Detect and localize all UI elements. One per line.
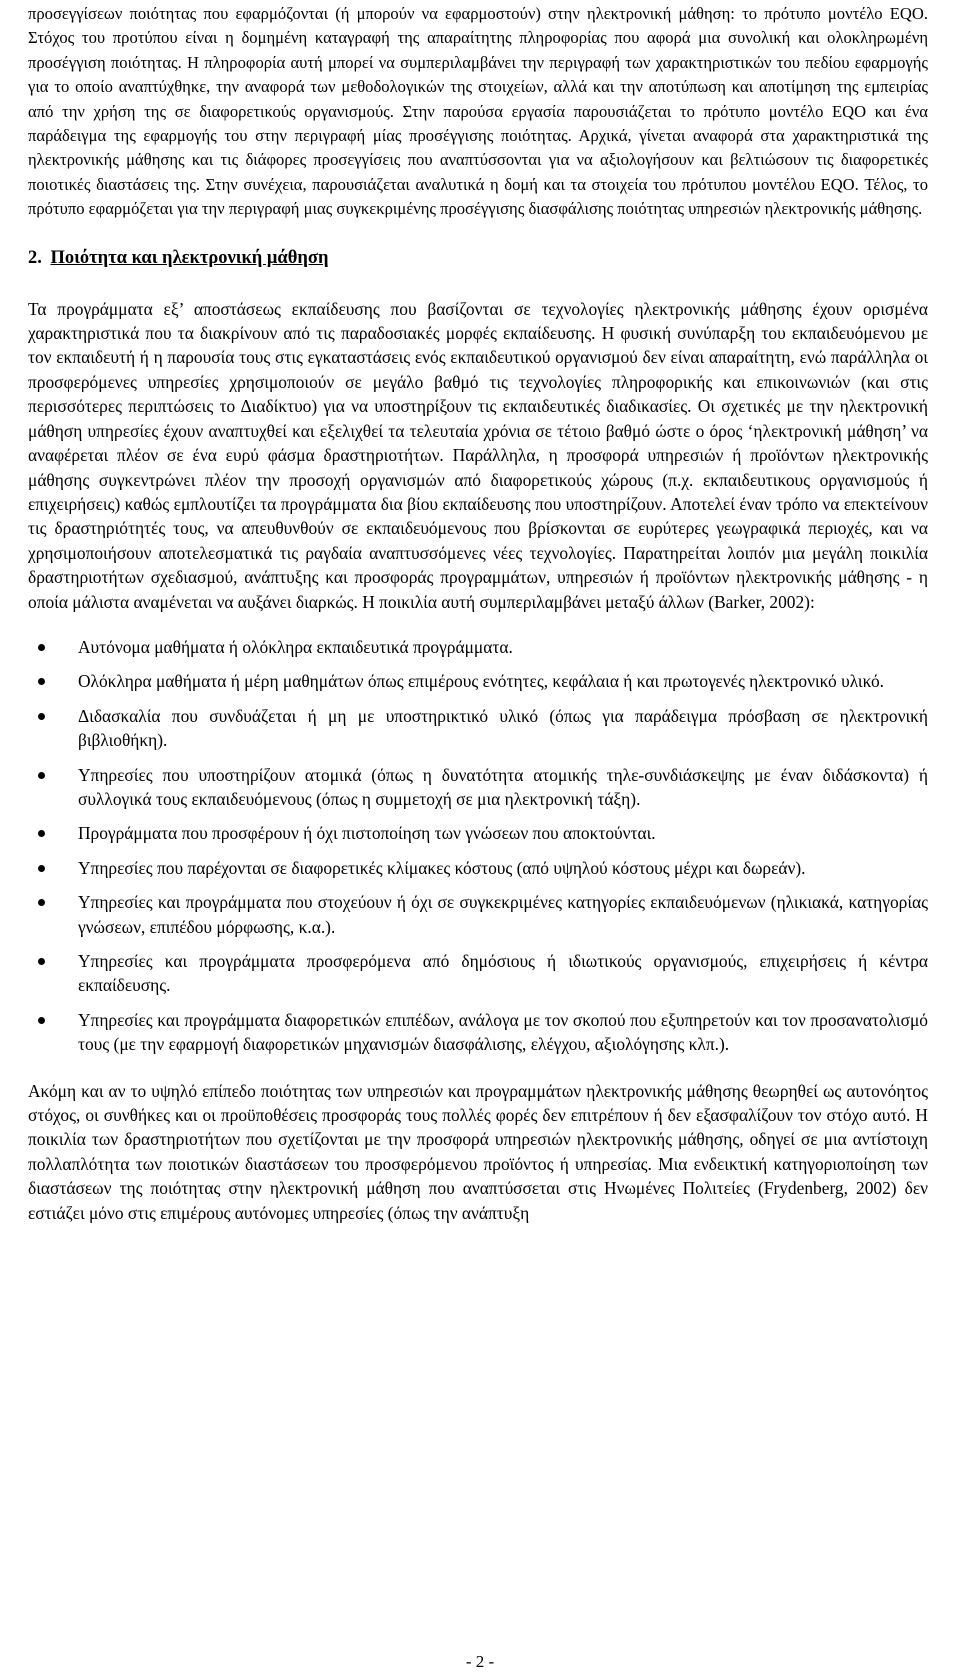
list-item-text: Υπηρεσίες και προγράμματα διαφορετικών επιπέδων, ανάλογα με τον σκοπού που εξυπηρετούν και τον προσανατολισμό τους (με την εφαρμογή διαφορετικών μηχανισμών διασφάλισης, ελέγχου, αξιολόγησης κλπ.).	[78, 1009, 928, 1055]
bullet-icon	[38, 899, 45, 906]
list-item-text: Διδασκαλία που συνδυάζεται ή μη με υποστηρικτικό υλικό (όπως για παράδειγμα πρόσβαση σε ηλεκτρονική βιβλιοθήκη).	[78, 705, 928, 751]
list-item	[78, 949, 928, 998]
list-item-text: Υπηρεσίες που παρέχονται σε διαφορετικές κλίμακες κόστους (από υψηλού κόστους μέχρι και δωρεάν).	[78, 857, 806, 878]
list-item-text: Αυτόνομα μαθήματα ή ολόκληρα εκπαιδευτικά προγράμματα.	[78, 636, 513, 657]
list-item	[78, 669, 928, 693]
list-item	[78, 763, 928, 812]
list-item	[78, 890, 928, 939]
list-item	[78, 856, 928, 880]
list-item-text: Υπηρεσίες και προγράμματα προσφερόμενα από δημόσιους ή ιδιωτικούς οργανισμούς, επιχειρήσεις ή κέντρα εκπαίδευσης.	[78, 951, 928, 996]
bullet-icon	[38, 772, 45, 779]
list-item-text: Υπηρεσίες και προγράμματα που στοχεύουν ή όχι σε συγκεκριμένες κατηγορίες εκπαιδευόμενων (ηλικιακά, κατηγορίας γνώσεων, επιπέδου μόρφωσης, κ.α.).	[78, 892, 928, 937]
bullet-icon	[38, 958, 45, 965]
section-title: Ποιότητα και ηλεκτρονική μάθηση	[50, 247, 329, 268]
document-page	[28, 2, 928, 1225]
body-paragraph-1: Τα προγράμματα εξ’ αποστάσεως εκπαίδευσης που βασίζονται σε τεχνολογίες ηλεκτρονικής μάθησης έχουν ορισμένα χαρακτηριστικά που τα διακρίνουν από τις παραδοσιακές μορφές εκπαίδευσης. Η φυσική συνύπαρξη του εκπαιδευόμενου με τον εκπαιδευτή ή η παρουσία τους στις εγκαταστάσεις ενός εκπαιδευτικού οργανισμού δεν είναι απαραίτητη, ενώ παράλληλα οι προσφερόμενες υπηρεσίες χρησιμοποιούν σε μεγάλο βαθμό τις τεχνολογίες πληροφορικής και επικοινωνιών (και στις περισσότερες περιπτώσεις το Διαδίκτυο) για να υποστηρίξουν τις εκπαιδευτικές διαδικασίες. Οι σχετικές με την ηλεκτρονική μάθηση υπηρεσίες έχουν αναπτυχθεί και εξελιχθεί τα τελευταία χρόνια σε τέτοιο βαθμό ώστε ο όρος ‘ηλεκτρονική μάθηση’ να αναφέρεται πλέον σε ένα ευρύ φάσμα δραστηριοτήτων. Παράλληλα, η προσφορά υπηρεσιών ή προϊόντων ηλεκτρονικής μάθησης συγκεντρώνει πλέον την προσοχή οργανισμών από διαφορετικούς χώρους (π.χ. εκπαιδευτικους οργανισμούς ή επιχειρήσεις) καθώς εμπλουτίζει τα προγράμματα δια βίου εκπαίδευσης που υποστηρίζουν. Αποτελεί έναν τρόπο να επεκτείνουν τις δραστηριότητές τους, να απευθυνθούν σε εκπαιδευόμενους που βρίσκονται σε ευρύτερες γεωγραφικά περιοχές, και να χρησιμοποιήσουν αποτελεσματικά τις ραγδαία αναπτυσσόμενες νέες τεχνολογίες. Παρατηρείται λοιπόν μια μεγάλη ποικιλία δραστηριοτήτων σχεδιασμού, ανάπτυξης και προσφοράς προγραμμάτων, υπηρεσιών ή προϊόντων ηλεκτρονικής μάθησης - η οποία μάλιστα αναμένεται να αυξάνει διαρκώς. Η ποικιλία αυτή συμπεριλαμβάνει μεταξύ άλλων (Barker, 2002):	[28, 298, 928, 612]
bullet-icon	[38, 713, 45, 720]
section-heading	[28, 246, 928, 270]
list-item-text: Ολόκληρα μαθήματα ή μέρη μαθημάτων όπως επιμέρους ενότητες, κεφάλαια ή και πρωτογενές ηλεκτρονικό υλικό.	[78, 671, 885, 692]
bullet-list	[28, 635, 928, 1057]
bullet-icon	[38, 865, 45, 872]
body-paragraph-2: Ακόμη και αν το υψηλό επίπεδο ποιότητας των υπηρεσιών και προγραμμάτων ηλεκτρονικής μάθησης θεωρηθεί ως αυτονόητος στόχος, οι συνθήκες και οι προϋποθέσεις προσφοράς τους πολλές φορές δεν επιτρέπουν ή δεν εξασφαλίζουν τον στόχο αυτό. Η ποικιλία των δραστηριοτήτων που σχετίζονται με την προσφορά υπηρεσιών ηλεκτρονικής μάθησης, οδηγεί σε μια αντίστοιχη πολλαπλότητα των ποιοτικών διαστάσεων του προσφερόμενου προϊόντος ή υπηρεσίας. Μια ενδεικτική κατηγοριοποίηση των διαστάσεων της ποιότητας στην ηλεκτρονική μάθηση που αναπτύσσεται στις Ηνωμένες Πολιτείες (Frydenberg, 2002) δεν εστιάζει μόνο στις επιμέρους αυτόνομες υπηρεσίες (όπως την ανάπτυξη	[28, 1080, 928, 1223]
list-item	[78, 1008, 928, 1057]
bullet-icon	[38, 644, 45, 651]
bullet-icon	[38, 678, 45, 685]
page-number: - 2 -	[465, 1652, 495, 1671]
bullet-icon	[38, 830, 45, 837]
bullet-icon	[38, 1017, 45, 1024]
list-item	[78, 704, 928, 753]
list-item-text: Προγράμματα που προσφέρουν ή όχι πιστοποίηση των γνώσεων που αποκτούνται.	[78, 823, 656, 844]
intro-paragraph: προσεγγίσεων ποιότητας που εφαρμόζονται (ή μπορούν να εφαρμοστούν) στην ηλεκτρονική μάθηση: το πρότυπο μοντέλο EQO. Στόχος του προτύπου είναι η δομημένη καταγραφή της απαραίτητης πληροφορίας που αφορά μια συνολική και ολοκληρωμένη προσέγγιση ποιότητας. Η πληροφορία αυτή μπορεί να συμπεριλαμβάνει την περιγραφή των χαρακτηριστικών του πεδίου εφαρμογής για το οποίο αναπτύχθηκε, την αναφορά των μεθοδολογικών της στοιχείων, αλλά και την αποτύπωση και αποτίμηση της εμπειρίας από την χρήση της σε διαφορετικούς οργανισμούς. Στην παρούσα εργασία παρουσιάζεται το πρότυπο μοντέλο EQO και ένα παράδειγμα της εφαρμογής του στην περιγραφή μίας προσέγγισης ποιότητας. Αρχικά, γίνεται αναφορά στα χαρακτηριστικά της ηλεκτρονικής μάθησης και τις διάφορες προσεγγίσεις που αναπτύσσονται για να αξιολογήσουν και βελτιώσουν τις διαφορετικές ποιοτικές διαστάσεις της. Στην συνέχεια, παρουσιάζεται αναλυτικά η δομή και τα στοιχεία του πρότυπου μοντέλου EQO. Τέλος, το πρότυπο εφαρμόζεται για την περιγραφή μιας συγκεκριμένης προσέγγισης διασφάλισης ποιότητας υπηρεσιών ηλεκτρονικής μάθησης.	[28, 4, 928, 219]
list-item	[78, 635, 928, 659]
list-item	[78, 821, 928, 845]
list-item-text: Υπηρεσίες που υποστηρίζουν ατομικά (όπως η δυνατότητα ατομικής τηλε-συνδιάσκεψης με έναν διδάσκοντα) ή συλλογικά τους εκπαιδευόμενους (όπως η συμμετοχή σε μια ηλεκτρονική τάξη).	[78, 764, 928, 809]
section-number: 2.	[28, 247, 42, 268]
